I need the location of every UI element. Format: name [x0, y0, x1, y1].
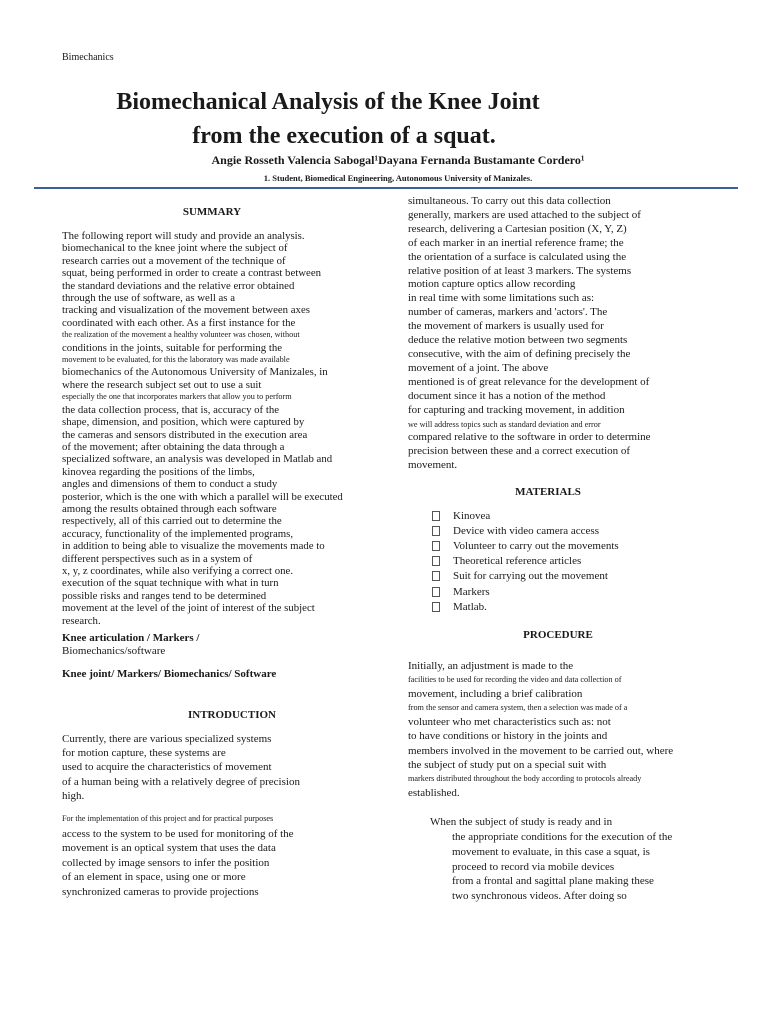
- text-line: of an element in space, using one or more: [62, 871, 246, 884]
- text-line: among the results obtained through each software: [62, 502, 277, 515]
- text-line: two synchronous videos. After doing so: [452, 890, 627, 903]
- text-line: from a frontal and sagittal plane making these: [452, 875, 654, 888]
- text-line: simultaneous. To carry out this data collection: [408, 195, 611, 207]
- text-line: proceed to record via mobile devices: [452, 860, 615, 873]
- checkbox-glyph-icon: [432, 526, 440, 536]
- text-line: facilities to be used for recording the video and data collection of: [408, 675, 622, 685]
- text-line: the orientation of a surface is calculated using the: [408, 250, 627, 263]
- text-line: the standard deviations and the relative error obtained: [62, 279, 295, 292]
- text-line: used to acquire the characteristics of movement: [62, 761, 272, 774]
- text-line: coordinated with each other. As a first instance for the: [62, 316, 296, 329]
- materials-item: [408, 554, 619, 569]
- text-line: for motion capture, these systems are: [62, 747, 226, 760]
- header-divider: [34, 187, 738, 189]
- materials-item-label: Volunteer to carry out the movements: [453, 539, 619, 552]
- text-line: posterior, which is the one with which a parallel will be executed: [62, 490, 343, 503]
- procedure-para-2: [452, 830, 710, 904]
- text-line: research, delivering a Cartesian position (X, Y, Z): [408, 222, 627, 235]
- procedure-para-1: [408, 659, 716, 800]
- text-line: execution of the squat technique with what in turn: [62, 577, 279, 590]
- checkbox-glyph-icon: [432, 541, 440, 551]
- text-line: movement of a joint. The above: [408, 361, 549, 374]
- materials-item: [408, 523, 619, 538]
- procedure-para-2-first: When the subject of study is ready and in: [430, 816, 613, 828]
- text-line: synchronized cameras to provide projections: [62, 885, 259, 898]
- title-line-2: from the execution of a squat.: [192, 123, 496, 149]
- text-line: in addition to being able to visualize the movements made to: [62, 540, 325, 553]
- right-column-intro: [408, 195, 716, 473]
- checkbox-glyph-icon: [432, 587, 440, 597]
- text-line: movement to evaluate, in this case a squat, is: [452, 845, 650, 858]
- text-line: document since it has a notion of the method: [408, 389, 606, 402]
- text-line: compared relative to the software in order to determine: [408, 431, 651, 444]
- text-line: number of cameras, markers and 'actors'. The: [408, 306, 608, 319]
- text-line: squat, being performed in order to create a contrast between: [62, 267, 322, 280]
- text-line: biomechanical to the knee joint where the subject of: [62, 242, 288, 255]
- text-line: the cameras and sensors distributed in the execution area: [62, 428, 308, 441]
- text-line: precision between these and a correct execution of: [408, 445, 631, 458]
- keywords-en: [62, 668, 367, 681]
- text-line: For the implementation of this project and for practical purposes: [62, 814, 274, 823]
- introduction-para-2: [62, 812, 367, 900]
- text-line: in real time with some limitations such as:: [408, 292, 595, 305]
- keywords-en-text: Knee joint/ Markers/ Biomechanics/ Software: [62, 668, 277, 680]
- materials-item-label: Markers: [453, 585, 490, 598]
- text-line: accuracy, functionality of the implemented programs,: [62, 527, 294, 540]
- text-line: Initially, an adjustment is made to the: [408, 660, 574, 672]
- text-line: x, y, z coordinates, while also verifying a correct one.: [62, 564, 294, 577]
- text-line: the appropriate conditions for the execution of the: [452, 831, 673, 843]
- affiliation: 1. Student, Biomedical Engineering, Autonomous University of Manizales.: [263, 173, 533, 183]
- text-line: kinovea regarding the positions of the limbs,: [62, 465, 255, 478]
- materials-item-label: Kinovea: [453, 509, 491, 522]
- checkbox-glyph-icon: [432, 511, 440, 521]
- text-line: markers distributed throughout the body according to protocols already: [408, 773, 642, 783]
- introduction-heading: INTRODUCTION: [187, 709, 276, 721]
- text-line: The following report will study and provide an analysis.: [62, 230, 305, 242]
- text-line: collected by image sensors to infer the position: [62, 856, 270, 869]
- text-line: angles and dimensions of them to conduct a study: [62, 478, 278, 491]
- summary-heading: SUMMARY: [182, 206, 242, 218]
- materials-item: [408, 569, 619, 584]
- text-line: movement, including a brief calibration: [408, 688, 583, 701]
- text-line: access to the system to be used for monitoring of the: [62, 827, 294, 840]
- materials-item-label: Device with video camera access: [453, 524, 599, 537]
- keywords-es-line2: Biomechanics/software: [62, 644, 166, 657]
- text-line: established.: [408, 786, 460, 799]
- text-line: high.: [62, 789, 85, 802]
- text-line: deduce the relative motion between two segments: [408, 334, 628, 347]
- text-line: movement at the level of the joint of interest of the subject: [62, 602, 315, 615]
- checkbox-glyph-icon: [432, 602, 440, 612]
- materials-item-label: Suit for carrying out the movement: [453, 570, 608, 583]
- materials-item: [408, 584, 619, 599]
- procedure-heading: PROCEDURE: [523, 629, 593, 641]
- text-line: different perspectives such as in a system of: [62, 552, 253, 565]
- text-line: motion capture optics allow recording: [408, 278, 576, 291]
- text-line: of the movement; after obtaining the data through a: [62, 440, 285, 453]
- text-line: specialized software, an analysis was developed in Matlab and: [62, 453, 333, 466]
- checkbox-glyph-icon: [432, 571, 440, 581]
- checkbox-glyph-icon: [432, 556, 440, 566]
- materials-item: [408, 538, 619, 553]
- text-line: from the sensor and camera system, then a selection was made of a: [408, 703, 628, 713]
- text-line: the movement of markers is usually used for: [408, 320, 604, 333]
- text-line: possible risks and ranges tend to be determined: [62, 589, 267, 602]
- text-line: for capturing and tracking movement, in addition: [408, 403, 625, 416]
- materials-item: [408, 508, 619, 523]
- text-line: consecutive, with the aim of defining precisely the: [408, 347, 631, 360]
- authors: Angie Rosseth Valencia Sabogal¹Dayana Fernanda Bustamante Cordero¹: [211, 153, 585, 167]
- materials-heading: MATERIALS: [515, 486, 581, 498]
- text-line: of each marker in an inertial reference frame; the: [408, 236, 624, 249]
- text-line: biomechanics of the Autonomous University of Manizales, in: [62, 366, 328, 379]
- text-line: mentioned is of great relevance for the development of: [408, 375, 650, 388]
- text-line: generally, markers are used attached to the subject of: [408, 208, 641, 221]
- running-header: Bimechanics: [62, 52, 114, 63]
- text-line: the data collection process, that is, accuracy of the: [62, 403, 280, 416]
- text-line: conditions in the joints, suitable for performing the: [62, 341, 283, 354]
- text-line: movement.: [408, 459, 458, 472]
- text-line: of a human being with a relatively degree of precision: [62, 775, 300, 788]
- keywords-es-line1: Knee articulation / Markers /: [62, 632, 200, 644]
- text-line: tracking and visualization of the movement between axes: [62, 304, 310, 317]
- materials-item-label: Matlab.: [453, 600, 487, 613]
- text-line: we will address topics such as standard deviation and error: [408, 419, 601, 429]
- text-line: relative position of at least 3 markers. The systems: [408, 264, 632, 277]
- text-line: Currently, there are various specialized systems: [62, 733, 272, 745]
- text-line: research carries out a movement of the technique of: [62, 254, 286, 267]
- text-line: the subject of study put on a special suit with: [408, 758, 607, 771]
- text-line: especially the one that incorporates markers that allow you to perform: [62, 392, 292, 402]
- text-line: to have conditions or history in the joints and: [408, 730, 608, 743]
- text-line: volunteer who met characteristics such as: not: [408, 716, 611, 729]
- text-line: movement to be evaluated, for this the laboratory was made available: [62, 355, 290, 365]
- text-line: movement is an optical system that uses the data: [62, 842, 276, 855]
- text-line: through the use of software, as well as a: [62, 292, 235, 305]
- text-line: shape, dimension, and position, which were captured by: [62, 416, 305, 429]
- keywords-es: [62, 632, 367, 657]
- text-line: members involved in the movement to be carried out, where: [408, 744, 674, 757]
- materials-item: [408, 599, 619, 614]
- text-line: respectively, all of this carried out to determine the: [62, 515, 282, 528]
- materials-item-label: Theoretical reference articles: [453, 555, 582, 568]
- summary-body: [62, 230, 367, 627]
- title-line-1: Biomechanical Analysis of the Knee Joint: [116, 89, 540, 115]
- introduction-para-1: [62, 732, 367, 803]
- text-line: the realization of the movement a healthy volunteer was chosen, without: [62, 330, 300, 340]
- materials-list: [408, 508, 619, 614]
- text-line: research.: [62, 614, 101, 627]
- text-line: where the research subject set out to use a suit: [62, 378, 262, 391]
